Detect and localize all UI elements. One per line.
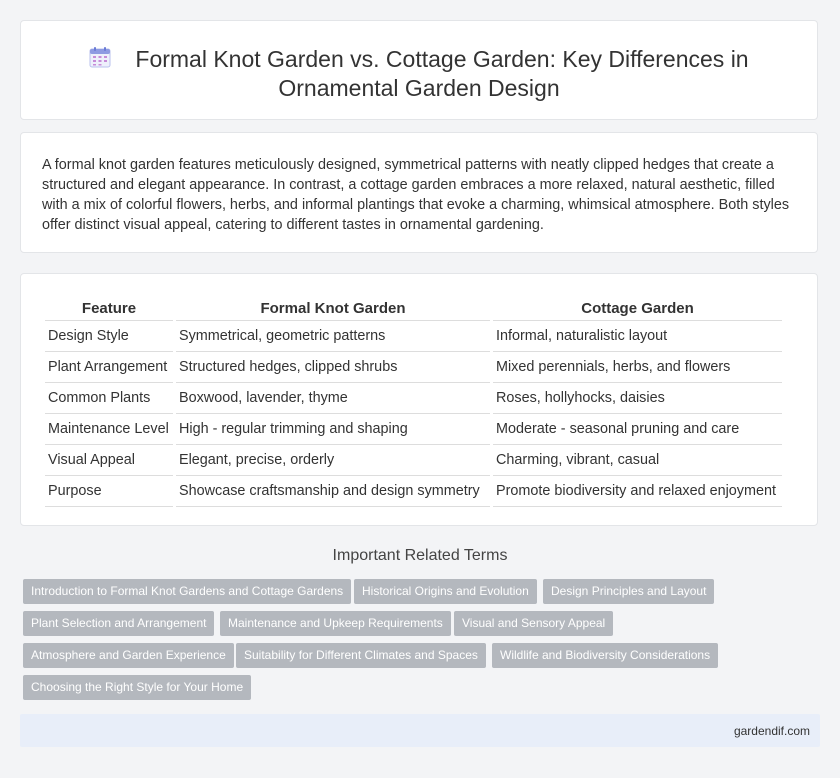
table-cell: Common Plants [45,383,173,414]
site-link[interactable]: gardendif.com [733,724,810,738]
related-term-tag[interactable]: Visual and Sensory Appeal [454,611,613,636]
related-term-tag[interactable]: Historical Origins and Evolution [354,579,537,604]
table-cell: Design Style [45,321,173,352]
table-cell: Moderate - seasonal pruning and care [493,414,782,445]
related-term-tag[interactable]: Atmosphere and Garden Experience [23,643,234,668]
title-line-2: Ornamental Garden Design [278,75,560,101]
column-header: Cottage Garden [493,298,782,321]
footer-bar [20,714,820,747]
table-cell: Showcase craftsmanship and design symmetry [176,476,490,507]
intro-paragraph: A formal knot garden features meticulously designed, symmetrical patterns with neatly clipped hedges that create a structured and elegant appearance. In contrast, a cottage garden embraces a more relaxed, natural aesthetic, filled with a mix of colorful flowers, herbs, and informal plantings that evoke a charming, whimsical atmosphere. Both styles offer distinct visual appeal, catering to different tastes in ornamental gardening. [42,157,790,233]
related-term-tag[interactable]: Choosing the Right Style for Your Home [23,675,251,700]
related-term-tag[interactable]: Wildlife and Biodiversity Considerations [492,643,718,668]
table-cell: Mixed perennials, herbs, and flowers [493,352,782,383]
table-cell: Maintenance Level [45,414,173,445]
table-row [45,352,782,383]
title-line-1: Formal Knot Garden vs. Cottage Garden: Key Differences in [135,46,749,72]
table-row [45,321,782,352]
column-header: Feature [45,298,173,321]
table-cell: Boxwood, lavender, thyme [176,383,490,414]
table-cell: Visual Appeal [45,445,173,476]
page-title [21,45,817,103]
table-cell: Roses, hollyhocks, daisies [493,383,782,414]
table-cell: Elegant, precise, orderly [176,445,490,476]
related-term-tag[interactable]: Design Principles and Layout [543,579,714,604]
table-row [45,476,782,507]
table-header-row [45,298,782,321]
table-cell: Charming, vibrant, casual [493,445,782,476]
table-cell: Symmetrical, geometric patterns [176,321,490,352]
table-row [45,414,782,445]
table-cell: Promote biodiversity and relaxed enjoyment [493,476,782,507]
table-row [45,383,782,414]
title-card [20,20,818,120]
table-cell: Structured hedges, clipped shrubs [176,352,490,383]
table-cell: Purpose [45,476,173,507]
intro-card [20,132,818,253]
table-cell: Plant Arrangement [45,352,173,383]
comparison-card [20,273,818,526]
related-terms-title: Important Related Terms [332,547,508,564]
column-header: Formal Knot Garden [176,298,490,321]
calendar-icon [89,46,111,68]
related-term-tag[interactable]: Introduction to Formal Knot Gardens and Cottage Gardens [23,579,351,604]
related-term-tag[interactable]: Maintenance and Upkeep Requirements [220,611,451,636]
related-term-tag[interactable]: Suitability for Different Climates and Spaces [236,643,486,668]
comparison-table [42,298,785,507]
table-cell: Informal, naturalistic layout [493,321,782,352]
table-row [45,445,782,476]
table-cell: High - regular trimming and shaping [176,414,490,445]
related-term-tag[interactable]: Plant Selection and Arrangement [23,611,214,636]
